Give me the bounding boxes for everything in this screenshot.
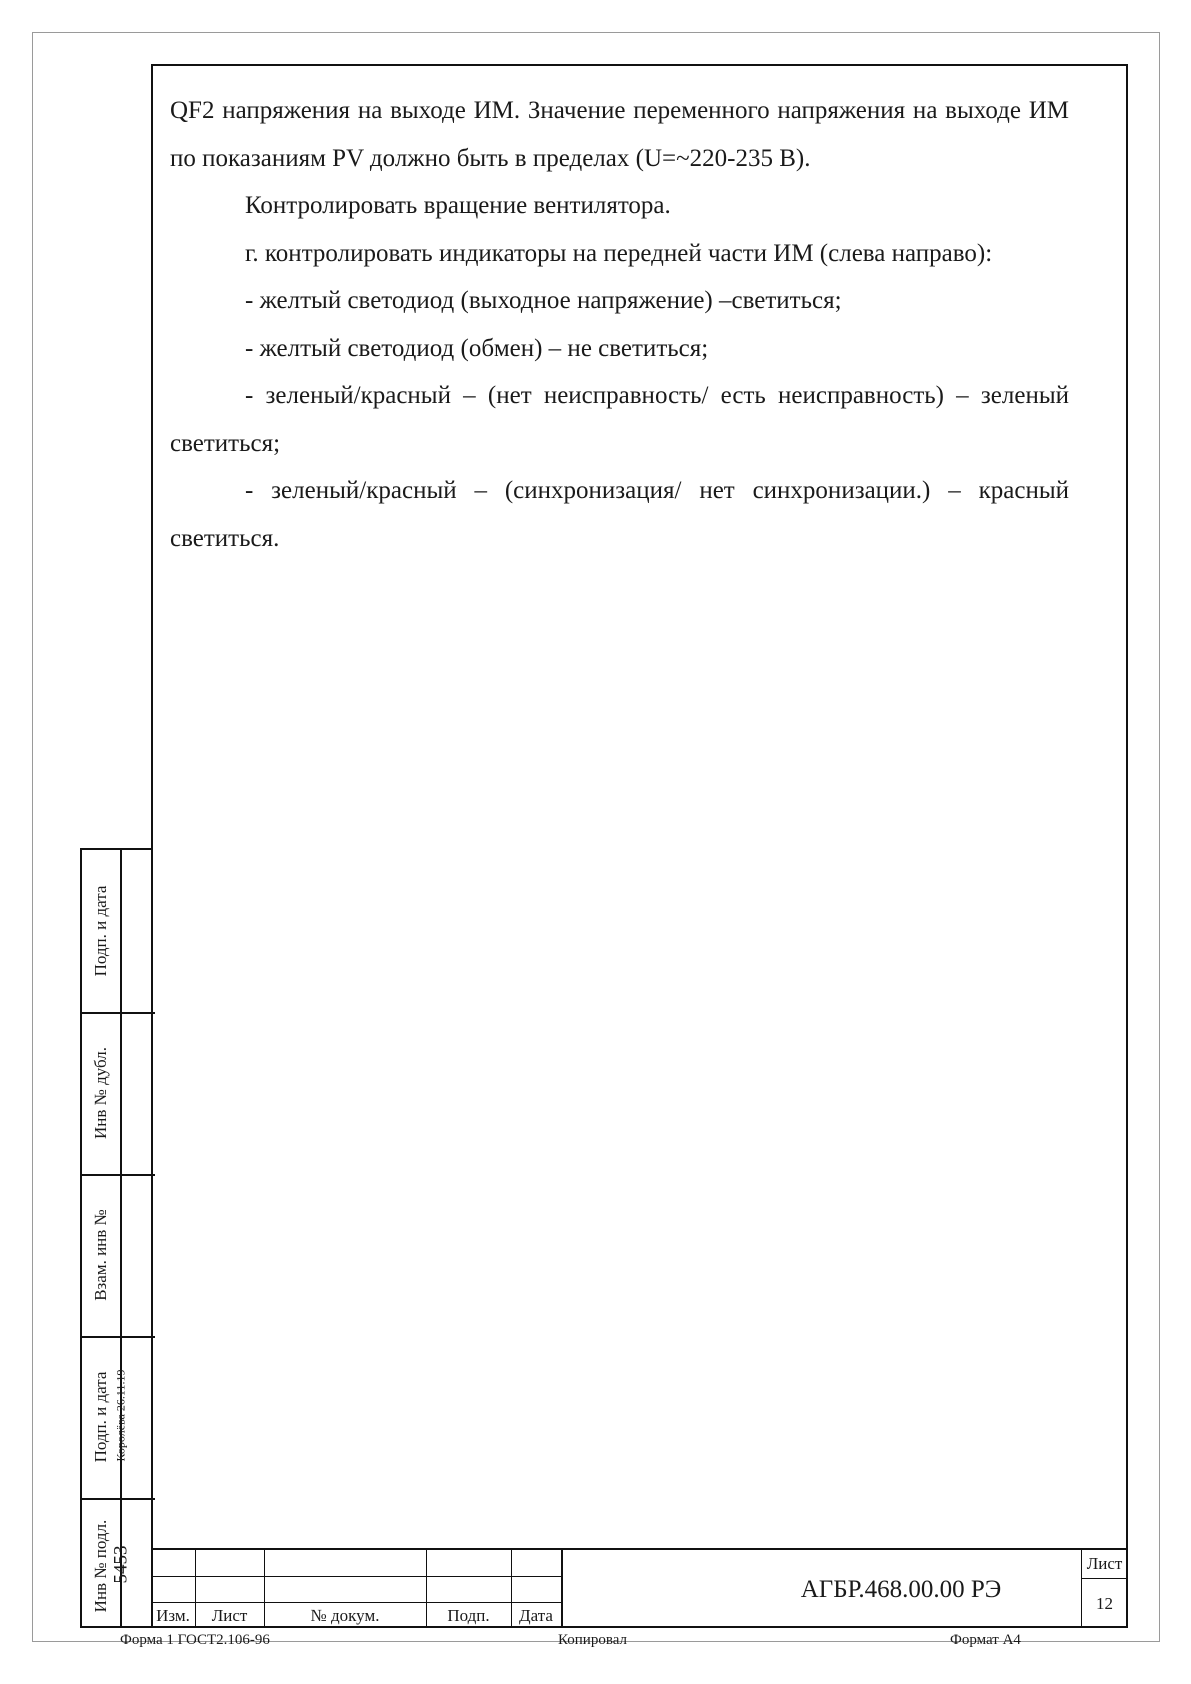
- stamp-label-orig-inv: Инв № подл.: [91, 1519, 110, 1613]
- stamp-signature-date: Королёва 26.11.19: [113, 1369, 128, 1462]
- paragraph: - зеленый/красный – (нет неисправность/ есть неисправность) – зеленый светиться;: [170, 382, 1069, 457]
- footer-form: Форма 1 ГОСТ2.106-96: [120, 1632, 270, 1648]
- side-stamp: [80, 848, 153, 1628]
- stamp-label-sign-date-1: Подп. и дата: [91, 885, 110, 977]
- document-code: АГБР.468.00.00 РЭ: [800, 1576, 1002, 1603]
- paragraph: - желтый светодиод (обмен) – не светиться;: [245, 334, 709, 362]
- title-block: [151, 1548, 1128, 1628]
- header-date: Дата: [519, 1606, 553, 1625]
- footer-copied: Копировал: [558, 1632, 627, 1648]
- paragraph: QF2 напряжения на выходе ИМ. Значение переменного напряжения на выходе ИМ по показаниям PV должно быть в пределах (U=~220-235 В).: [170, 97, 1069, 172]
- sheet-number: 12: [1096, 1594, 1113, 1613]
- paragraph: - желтый светодиод (выходное напряжение) –светиться;: [245, 287, 842, 314]
- footer-format: Формат А4: [950, 1632, 1021, 1648]
- header-signature: Подп.: [447, 1606, 490, 1625]
- stamp-original-inventory-number: 5453: [110, 1545, 132, 1584]
- paragraph: - зеленый/красный – (синхронизация/ нет синхронизации.) – красный светиться.: [170, 477, 1069, 552]
- sheet-label: Лист: [1086, 1554, 1123, 1573]
- stamp-label-replace-inv: Взам. инв №: [91, 1209, 110, 1301]
- paragraph: Контролировать вращение вентилятора.: [245, 192, 671, 219]
- paragraph: г. контролировать индикаторы на передней части ИМ (слева направо):: [245, 239, 993, 267]
- stamp-label-dup-inv: Инв № дубл.: [91, 1047, 110, 1140]
- header-change: Изм.: [156, 1606, 190, 1625]
- stamp-label-sign-date-2: Подп. и дата: [91, 1371, 110, 1463]
- document-body: [170, 87, 1069, 562]
- header-sheet: Лист: [211, 1606, 248, 1625]
- header-document-number: № докум.: [310, 1606, 380, 1625]
